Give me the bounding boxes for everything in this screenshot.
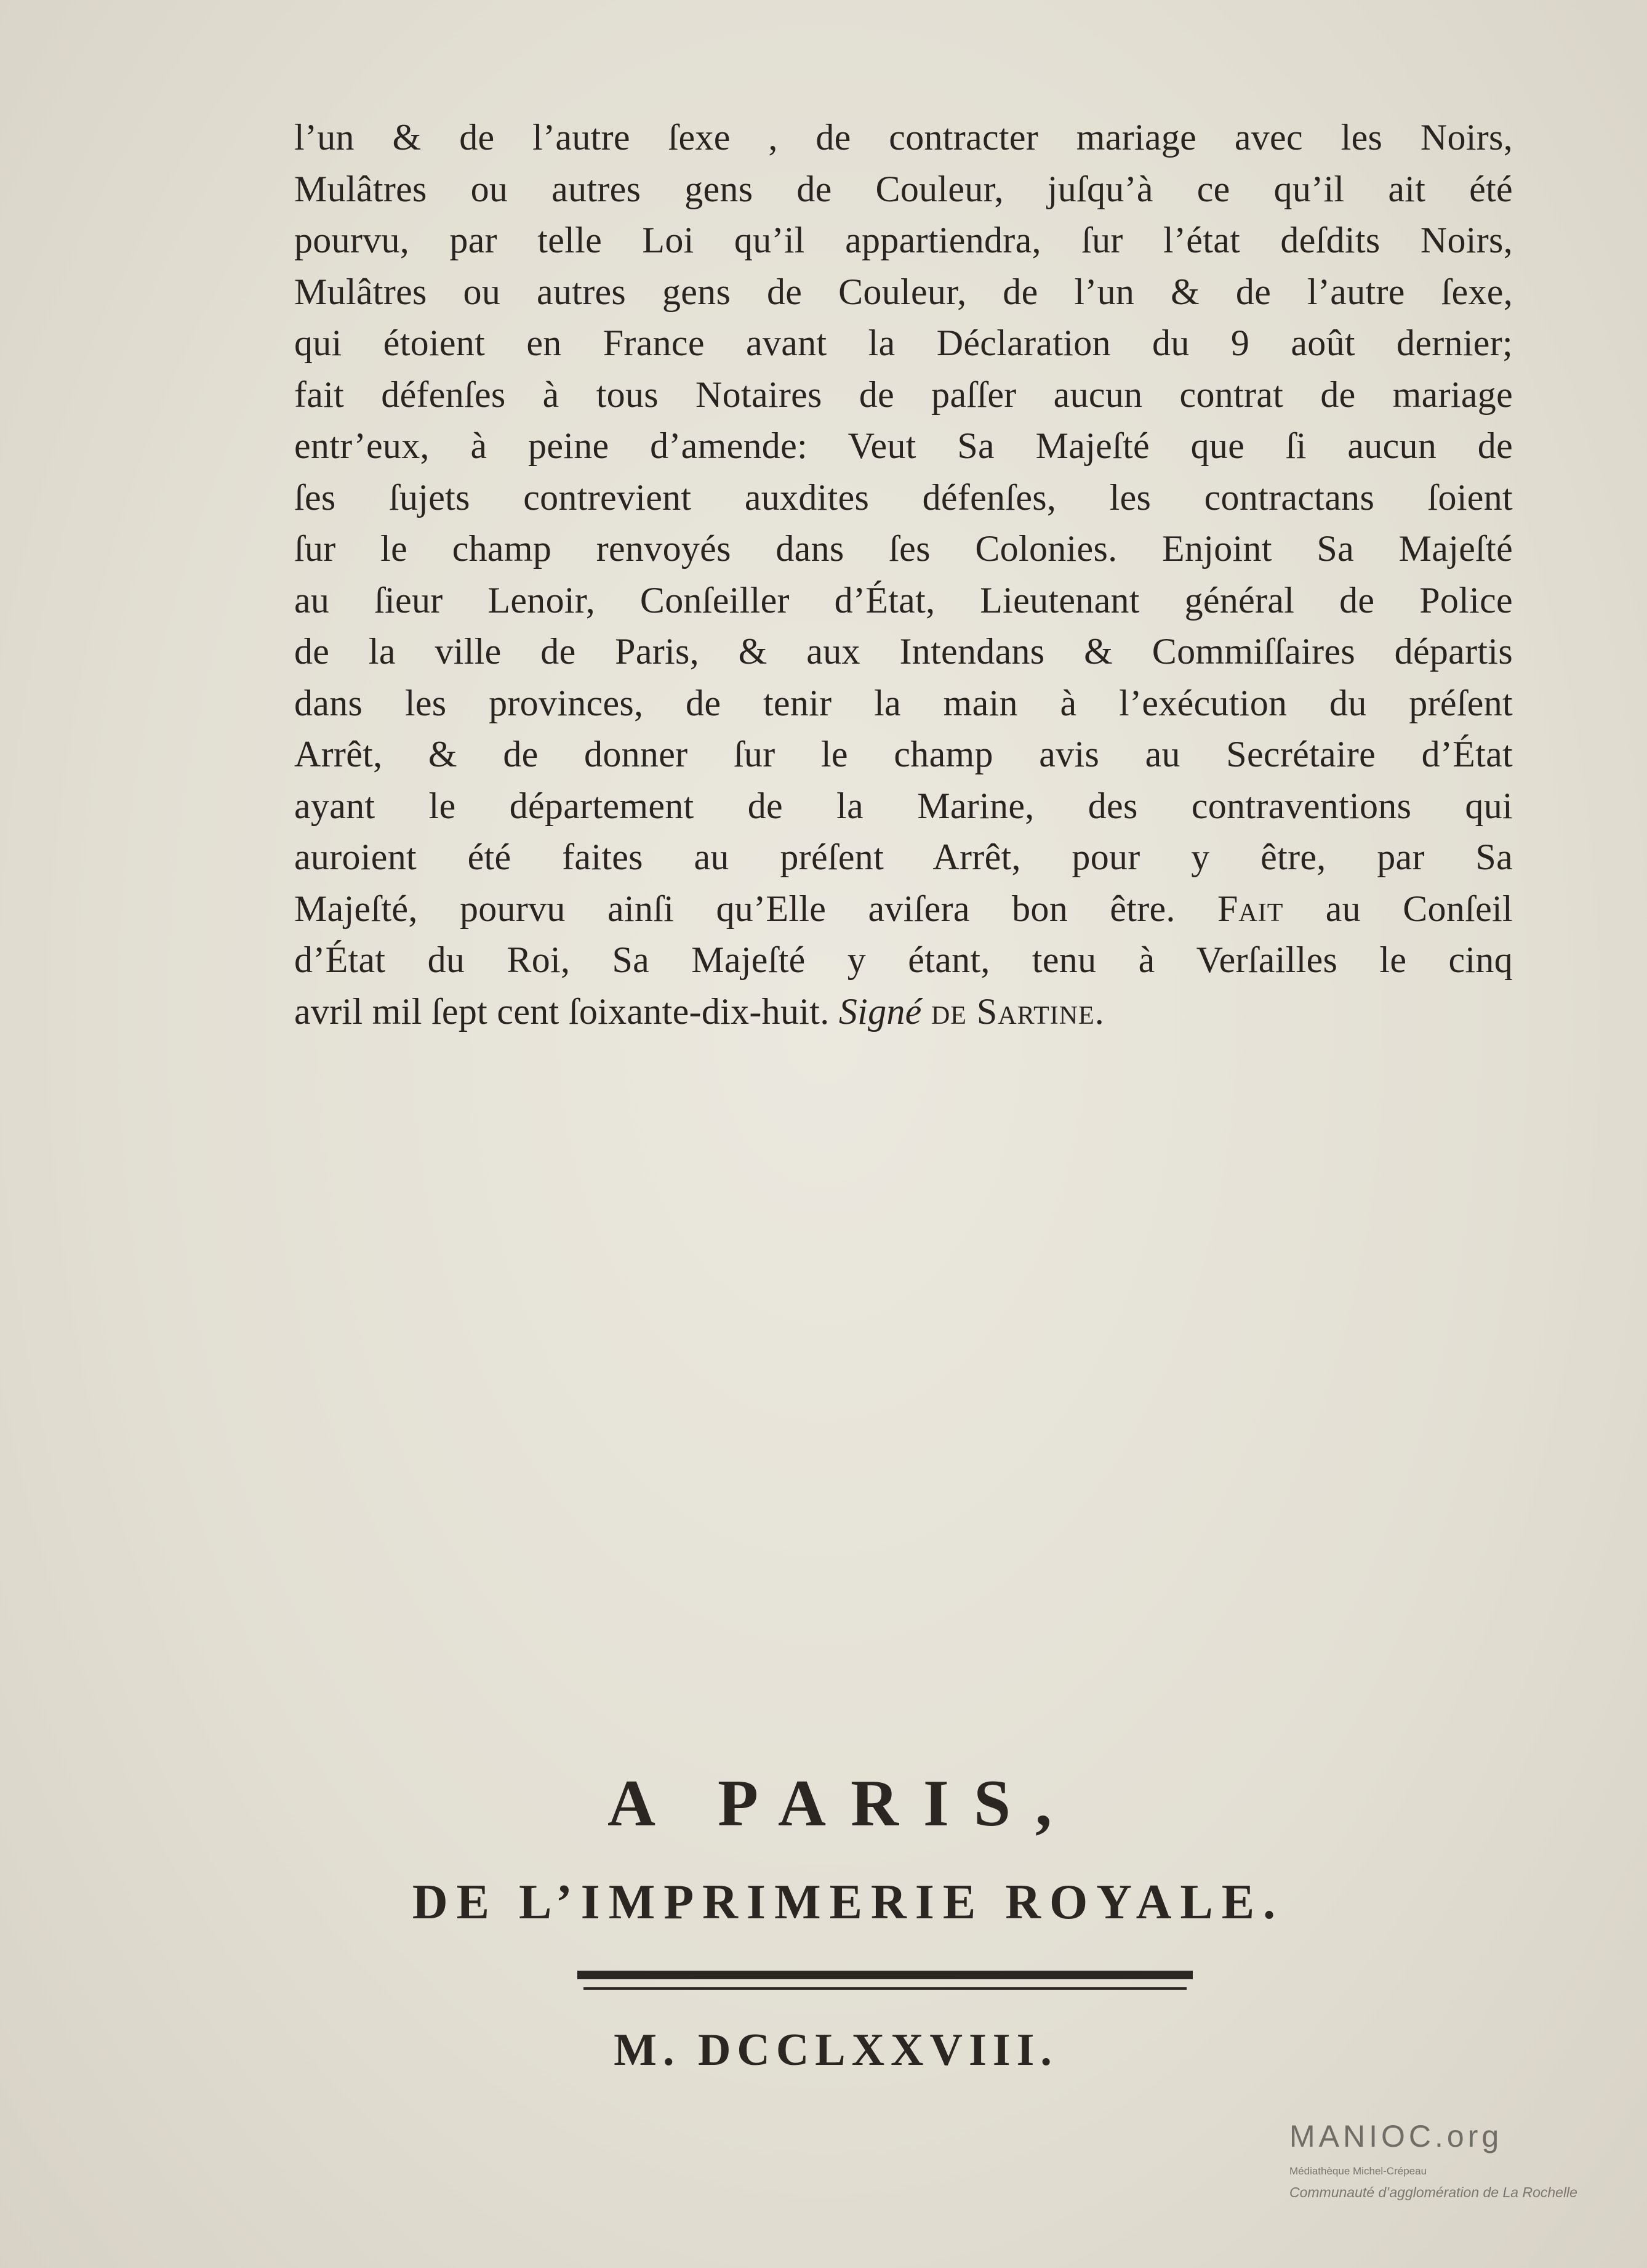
text-line: pourvu, par telle Loi qu’il appartiendra, ſur l’état deſdits Noirs, (294, 220, 1513, 260)
divider-rule (577, 1971, 1193, 1979)
text-line: Arrêt, & de donner ſur le champ avis au Secrétaire d’État (294, 734, 1513, 774)
text-line: ſur le champ renvoyés dans ſes Colonies. Enjoint Sa Majeſté (294, 528, 1513, 569)
fait-label: Fait (1217, 888, 1284, 929)
text-line: dans les provinces, de tenir la main à l’exécution du préſent (294, 682, 1513, 723)
watermark-agency: Communauté d’agglomération de La Rochelle (1289, 2184, 1577, 2200)
text-line: Mulâtres ou autres gens de Couleur, juſqu’à ce qu’il ait été (294, 168, 1513, 209)
watermark-library: Médiathèque Michel-Crépeau (1289, 2165, 1427, 2177)
manioc-logo: MANIOC.org (1289, 2119, 1503, 2153)
text-line: entr’eux, à peine d’amende: Veut Sa Majeſté que ſi aucun de (294, 425, 1513, 466)
text-line: Mulâtres ou autres gens de Couleur, de l’un & de l’autre ſexe, (294, 271, 1513, 312)
text-fragment: avril mil ſept cent ſoixante-dix-huit. (294, 991, 839, 1032)
manioc-watermark (1289, 2118, 1634, 2202)
text-line: ayant le département de la Marine, des contraventions qui (294, 785, 1513, 826)
text-line: qui étoient en France avant la Déclaration du 9 août dernier; (294, 323, 1513, 363)
text-line: l’un & de l’autre ſexe , de contracter mariage avec les Noirs, (294, 117, 1513, 158)
text-line: ſes ſujets contrevient auxdites défenſes, les contractans ſoient (294, 477, 1513, 518)
text-line (294, 883, 1513, 935)
signatory-name: de Sartine. (931, 991, 1105, 1032)
imprint-press: DE L’IMPRIMERIE ROYALE. (412, 1875, 1284, 1929)
divider-rule-thin (583, 1987, 1187, 1990)
signe-label: Signé (838, 991, 922, 1032)
text-line: au ſieur Lenoir, Conſeiller d’État, Lieutenant général de Police (294, 579, 1513, 621)
imprint-year: M. DCCLXXVIII. (614, 2025, 1058, 2075)
text-line: auroient été faites au préſent Arrêt, pour y être, par Sa (294, 837, 1513, 877)
text-fragment: au Conſeil (1283, 888, 1513, 929)
decree-body-text (294, 112, 1513, 1037)
text-line (294, 986, 1513, 1038)
text-line: fait défenſes à tous Notaires de paſſer aucun contrat de mariage (294, 374, 1513, 415)
text-fragment: Majeſté, pourvu ainſi qu’Elle aviſera bon être. (294, 888, 1176, 929)
imprint-city: A PARIS, (607, 1767, 1077, 1840)
text-line: de la ville de Paris, & aux Intendans & Commiſſaires départis (294, 631, 1513, 672)
text-line: d’État du Roi, Sa Majeſté y étant, tenu à Verſailles le cinq (294, 939, 1513, 980)
